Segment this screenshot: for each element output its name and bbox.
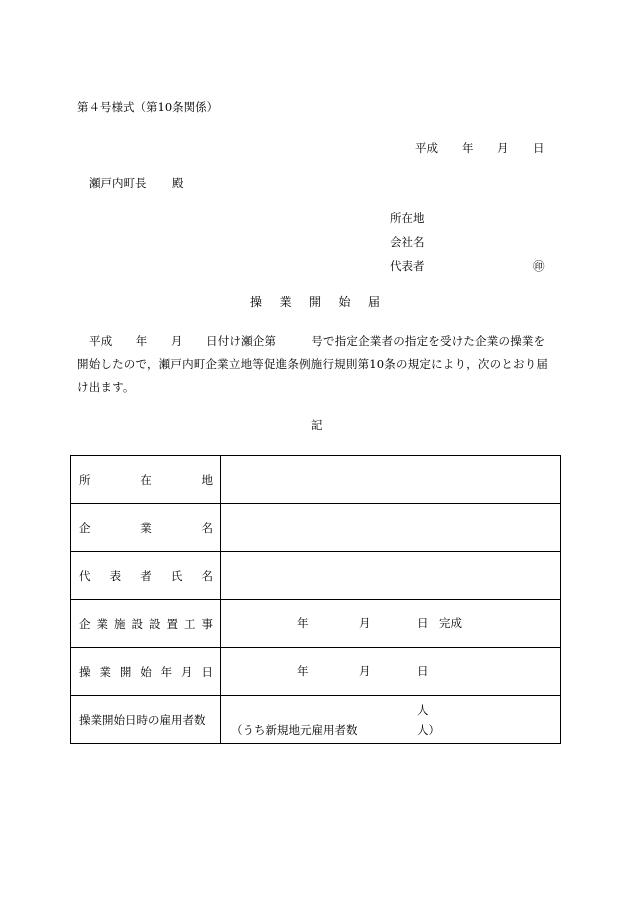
application-table [70, 455, 561, 744]
address-label: 所在地 [390, 211, 425, 225]
local-employees-suffix: 人） [417, 723, 440, 737]
addressee-name: 瀬戸内町長 [89, 176, 147, 190]
label-char: 日 [201, 664, 213, 679]
label-operation-start-date [71, 648, 221, 696]
title-char: 始 [338, 295, 351, 309]
date-month: 月 [497, 141, 509, 155]
seal-mark: ㊞ [533, 259, 545, 273]
value-company[interactable] [221, 504, 561, 552]
title-char: 操 [250, 295, 263, 309]
company-label: 会社名 [390, 235, 425, 249]
form-number: 第４号様式（第10条関係） [77, 100, 219, 114]
label-char: 在 [140, 472, 152, 487]
table-row [71, 696, 561, 744]
label-char: 設 [149, 616, 161, 631]
label-char: 施 [114, 616, 126, 631]
form-title [250, 296, 380, 308]
construction-complete: 完成 [439, 616, 462, 630]
label-char: 業 [96, 616, 108, 631]
start-month: 月 [359, 664, 371, 678]
label-char: 代 [79, 568, 91, 583]
body-line-1: 平成 年 月 日付け瀬企第 号で指定企業者の指定を受けた企業の操業を [89, 334, 546, 348]
table-row [71, 552, 561, 600]
construction-year: 年 [297, 616, 309, 630]
local-employees-prefix: （うち新規地元雇用者数 [231, 723, 358, 737]
date-era: 平成 [415, 141, 438, 155]
label-char: 操 [79, 664, 91, 679]
label-char: 企 [79, 520, 91, 535]
start-day: 日 [417, 664, 429, 678]
date-year: 年 [462, 141, 474, 155]
label-char: 年 [160, 664, 173, 679]
value-facility-construction[interactable] [221, 600, 561, 648]
table-row [71, 648, 561, 696]
label-char: 始 [140, 664, 152, 679]
label-facility-construction [71, 600, 221, 648]
label-char: 工 [184, 616, 196, 631]
body-line-2: 開始したので，瀬戸内町企業立地等促進条例施行規則第10条の規定により，次のとおり届 [77, 357, 549, 371]
label-char: 置 [166, 616, 178, 631]
label-char: 企 [79, 616, 91, 631]
body-paragraph [77, 330, 559, 399]
value-employees[interactable] [221, 696, 561, 744]
label-char: 開 [119, 664, 132, 679]
representative-label: 代表者 [390, 259, 425, 273]
date-day: 日 [533, 141, 545, 155]
label-representative [71, 552, 221, 600]
value-address[interactable] [221, 456, 561, 504]
label-char: 所 [79, 472, 91, 487]
title-char: 業 [279, 295, 292, 309]
label-char: 者 [140, 568, 152, 583]
label-char: 表 [109, 568, 122, 583]
label-char: 業 [99, 664, 111, 679]
employees-unit: 人 [417, 703, 429, 717]
table-row [71, 456, 561, 504]
label-char: 名 [201, 568, 213, 583]
title-char: 開 [308, 295, 321, 309]
table-row [71, 504, 561, 552]
label-char: 月 [181, 664, 193, 679]
title-char: 届 [367, 295, 380, 309]
label-char: 事 [201, 616, 213, 631]
label-char: 設 [131, 616, 143, 631]
label-company [71, 504, 221, 552]
construction-month: 月 [359, 616, 371, 630]
start-year: 年 [297, 664, 309, 678]
value-representative[interactable] [221, 552, 561, 600]
label-employees-text: 操業開始日時の雇用者数 [79, 712, 206, 727]
label-char: 氏 [170, 568, 183, 583]
label-char: 業 [140, 520, 152, 535]
body-line-3: け出ます。 [77, 380, 135, 394]
label-address [71, 456, 221, 504]
addressee-honorific: 殿 [172, 176, 184, 190]
label-char: 地 [201, 472, 213, 487]
construction-day: 日 [417, 616, 429, 630]
table-row [71, 600, 561, 648]
label-char: 名 [201, 520, 213, 535]
label-employees [71, 696, 221, 744]
ki-marker: 記 [311, 418, 323, 432]
value-operation-start-date[interactable] [221, 648, 561, 696]
